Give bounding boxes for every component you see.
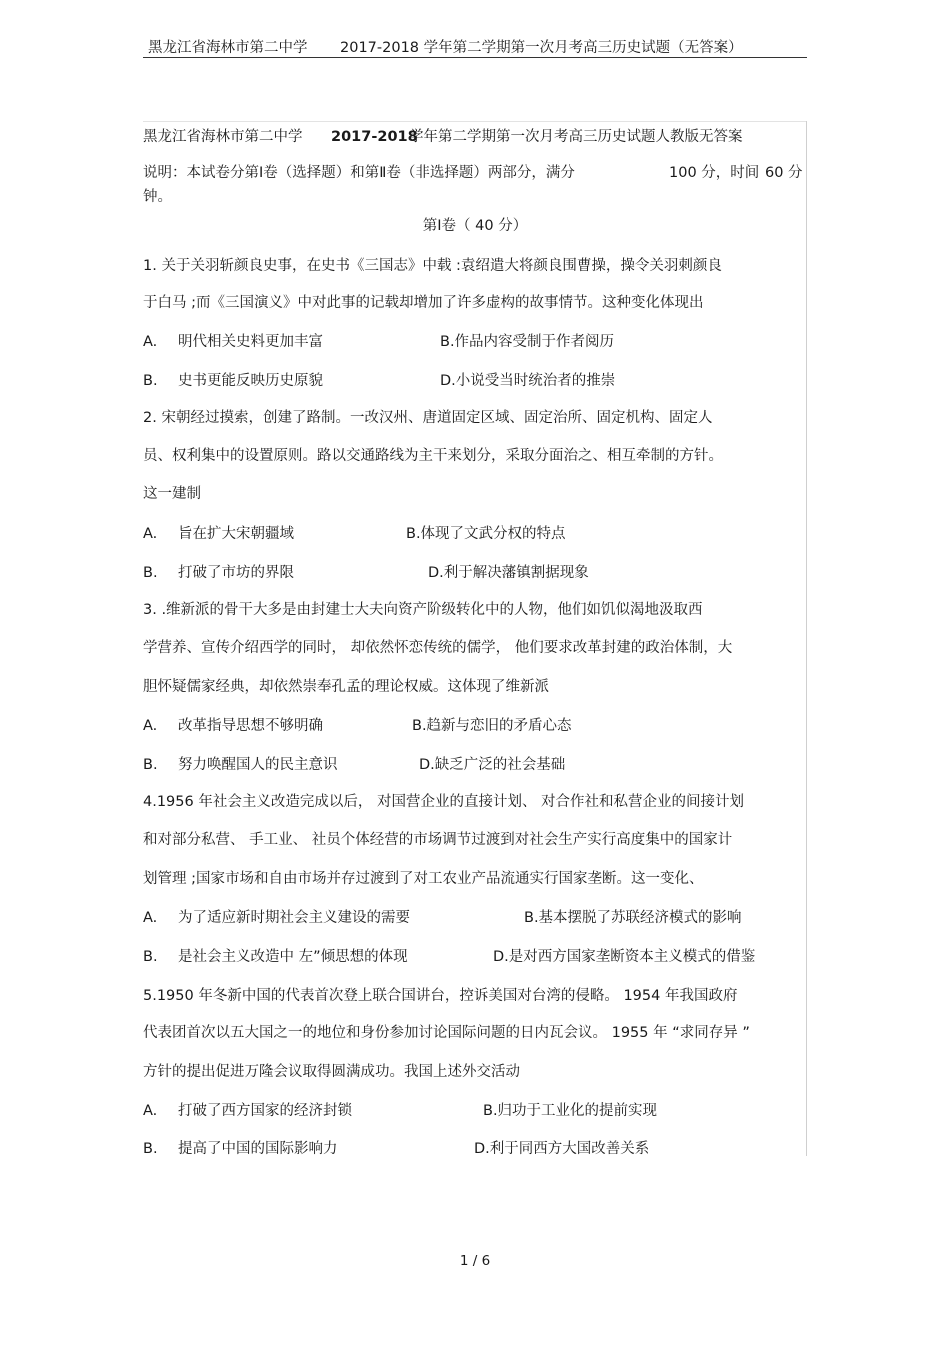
option-label: A. xyxy=(143,1103,158,1119)
option-text: B.作品内容受制于作者阅历 xyxy=(440,334,615,350)
option-label: B. xyxy=(143,757,158,773)
question-4-line-2: 和对部分私营、 手工业、 社员个体经营的市场调节过渡到对社会生产实行高度集中的国家计 xyxy=(143,832,733,848)
question-5-line-1: 5.1950 年冬新中国的代表首次登上联合国讲台，控诉美国对台湾的侵略。 1954 年我国政府 xyxy=(143,988,738,1004)
option-text: B.趋新与恋旧的矛盾心态 xyxy=(412,718,572,734)
question-1-line-1: 1. 关于关羽斩颜良史事，在史书《三国志》中载 :袁绍遣大将颜良围曹操，操令关羽刺颜良 xyxy=(143,258,722,274)
header-title: 2017-2018 学年第二学期第一次月考高三历史试题（无答案） xyxy=(340,40,743,56)
option-label: B. xyxy=(143,565,158,581)
option-text: 史书更能反映历史原貌 xyxy=(178,373,323,389)
question-1-line-2: 于白马 ;而《三国演义》中对此事的记载却增加了许多虚构的故事情节。这种变化体现出 xyxy=(143,295,704,311)
option-text: B.基本摆脱了苏联经济模式的影响 xyxy=(524,910,742,926)
question-3-line-1: 3. .维新派的骨干大多是由封建士大夫向资产阶级转化中的人物，他们如饥似渴地汲取西 xyxy=(143,602,703,618)
option-label: A. xyxy=(143,526,158,542)
page-number: 1 / 6 xyxy=(459,1253,491,1269)
option-text: 为了适应新时期社会主义建设的需要 xyxy=(178,910,410,926)
option-text: 努力唤醒国人的民主意识 xyxy=(178,757,338,773)
option-label: A. xyxy=(143,334,158,350)
question-5-line-2: 代表团首次以五大国之一的地位和身份参加讨论国际问题的日内瓦会议。 1955 年 “求同存异 ” xyxy=(143,1025,750,1041)
header-rule xyxy=(143,57,807,58)
frame-top-line xyxy=(143,121,807,122)
title-school: 黑龙江省海林市第二中学 xyxy=(143,129,303,145)
question-2-line-1: 2. 宋朝经过摸索，创建了路制。一改汉州、唐道固定区域、固定治所、固定机构、固定人 xyxy=(143,410,713,426)
header-school: 黑龙江省海林市第二中学 xyxy=(148,40,308,56)
option-text: D.利于同西方大国改善关系 xyxy=(474,1141,650,1157)
option-label: B. xyxy=(143,1141,158,1157)
frame-right-line xyxy=(806,121,807,1156)
option-text: D.缺乏广泛的社会基础 xyxy=(419,757,566,773)
question-3-line-3: 胆怀疑儒家经典，却依然崇奉孔孟的理论权威。这体现了维新派 xyxy=(143,679,549,695)
title-year: 2017-2018 xyxy=(331,129,418,145)
option-text: D.小说受当时统治者的推崇 xyxy=(440,373,616,389)
question-4-line-3: 划管理 ;国家市场和自由市场并存过渡到了对工农业产品流通实行国家垄断。这一变化、 xyxy=(143,871,704,887)
section-title: 第Ⅰ卷（ 40 分） xyxy=(422,218,528,234)
question-5-line-3: 方针的提出促进万隆会议取得圆满成功。我国上述外交活动 xyxy=(143,1064,520,1080)
question-2-line-3: 这一建制 xyxy=(143,486,201,502)
option-label: A. xyxy=(143,910,158,926)
option-label: B. xyxy=(143,373,158,389)
title-rest: 学年第二学期第一次月考高三历史试题人教版无答案 xyxy=(409,129,743,145)
option-text: 打破了市坊的界限 xyxy=(178,565,294,581)
option-label: B. xyxy=(143,949,158,965)
option-text: 改革指导思想不够明确 xyxy=(178,718,323,734)
option-text: 明代相关史料更加丰富 xyxy=(178,334,323,350)
option-text: B.归功于工业化的提前实现 xyxy=(483,1103,658,1119)
option-text: 旨在扩大宋朝疆域 xyxy=(178,526,294,542)
question-2-line-2: 员、权利集中的设置原则。路以交通路线为主干来划分，采取分面治之、相互牵制的方针。 xyxy=(143,448,723,464)
instructions-text: 说明：本试卷分第Ⅰ卷（选择题）和第Ⅱ卷（非选择题）两部分，满分 xyxy=(143,165,575,181)
option-text: D.利于解决藩镇割据现象 xyxy=(428,565,589,581)
option-text: 打破了西方国家的经济封锁 xyxy=(178,1103,352,1119)
question-3-line-2: 学营养、宣传介绍西学的同时， 却依然怀恋传统的儒学， 他们要求改革封建的政治体制，大 xyxy=(143,640,733,656)
option-text: D.是对西方国家垄断资本主义模式的借鉴 xyxy=(493,949,756,965)
instructions-time: 60 分 xyxy=(765,165,803,181)
option-label: A. xyxy=(143,718,158,734)
instructions-line-2: 钟。 xyxy=(143,189,172,205)
instructions-score: 100 分，时间 xyxy=(669,165,760,181)
option-text: 是社会主义改造中 左”倾思想的体现 xyxy=(178,949,408,965)
question-4-line-1: 4.1956 年社会主义改造完成以后， 对国营企业的直接计划、 对合作社和私营企业的间接计划 xyxy=(143,794,745,810)
option-text: B.体现了文武分权的特点 xyxy=(406,526,566,542)
option-text: 提高了中国的国际影响力 xyxy=(178,1141,338,1157)
